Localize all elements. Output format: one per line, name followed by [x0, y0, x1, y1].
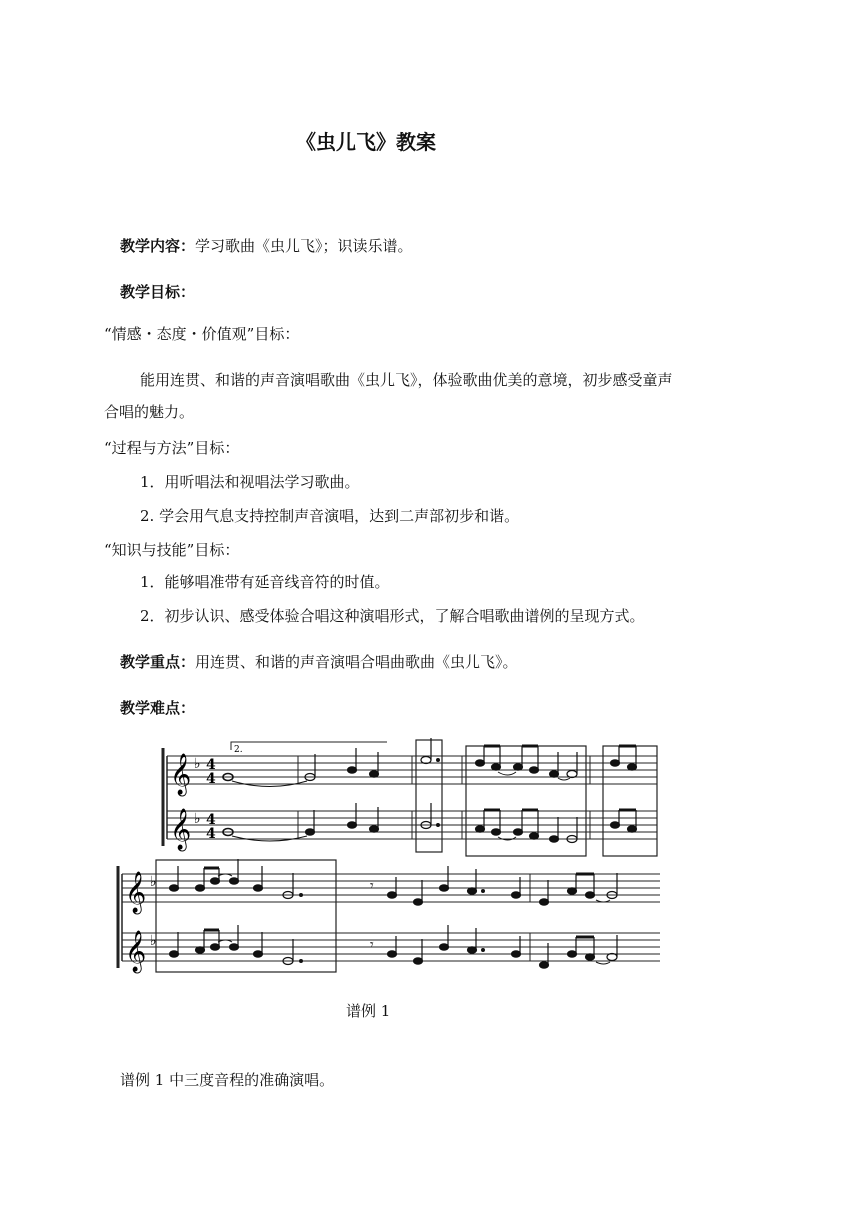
difficulty-label: 教学难点： — [120, 699, 196, 717]
goal2-item-1: 1．用听唱法和视唱法学习歌曲。 — [140, 473, 360, 491]
time-signature-top: 4 — [206, 812, 216, 828]
goal2-item-2: 2. 学会用气息支持控制声音演唱，达到二声部初步和谐。 — [140, 507, 520, 525]
treble-clef-icon: 𝄞 — [170, 809, 192, 850]
goal3-heading: “知识与技能”目标： — [104, 541, 240, 559]
flat-sign-icon: ♭ — [194, 811, 201, 827]
music-score-figure — [112, 734, 672, 980]
score-system-2 — [118, 859, 660, 973]
flat-sign-icon: ♭ — [150, 933, 157, 949]
teaching-content — [120, 236, 413, 256]
goal1-text-line2: 合唱的魅力。 — [104, 403, 195, 421]
flat-sign-icon: ♭ — [194, 756, 201, 772]
flat-sign-icon: ♭ — [150, 874, 157, 890]
volta-number: 2. — [234, 745, 243, 755]
key-point-text: 用连贯、和谐的声音演唱合唱曲歌曲《虫儿飞》。 — [195, 653, 518, 671]
score-system-1 — [163, 738, 657, 856]
eighth-rest-icon: 𝄾 — [370, 937, 374, 953]
goal3-item-1: 1．能够唱准带有延音线音符的时值。 — [140, 573, 390, 591]
time-signature-top: 4 — [206, 757, 216, 773]
page-title: 《虫儿飞》教案 — [296, 130, 436, 154]
goal1-text-line1: 能用连贯、和谐的声音演唱歌曲《虫儿飞》，体验歌曲优美的意境，初步感受童声 — [140, 371, 673, 389]
eighth-rest-icon: 𝄾 — [370, 878, 374, 894]
teaching-content-text: 学习歌曲《虫儿飞》；识读乐谱。 — [195, 237, 413, 255]
difficulty-note: 谱例 1 中三度音程的准确演唱。 — [120, 1071, 335, 1089]
goal3-item-2: 2．初步认识、感受体验合唱这种演唱形式，了解合唱歌曲谱例的呈现方式。 — [140, 607, 645, 625]
goal1-heading: “情感・态度・价值观”目标： — [104, 325, 300, 343]
time-signature-bottom: 4 — [206, 826, 216, 842]
teaching-content-label: 教学内容： — [120, 237, 196, 255]
treble-clef-icon: 𝄞 — [125, 872, 147, 913]
treble-clef-icon: 𝄞 — [125, 931, 147, 972]
key-point-label: 教学重点： — [120, 653, 196, 671]
teaching-goals-label: 教学目标： — [120, 283, 196, 301]
score-caption: 谱例 1 — [346, 1002, 391, 1020]
treble-clef-icon: 𝄞 — [170, 754, 192, 795]
goal2-heading: “过程与方法”目标： — [104, 439, 240, 457]
time-signature-bottom: 4 — [206, 771, 216, 787]
key-point — [120, 652, 518, 672]
